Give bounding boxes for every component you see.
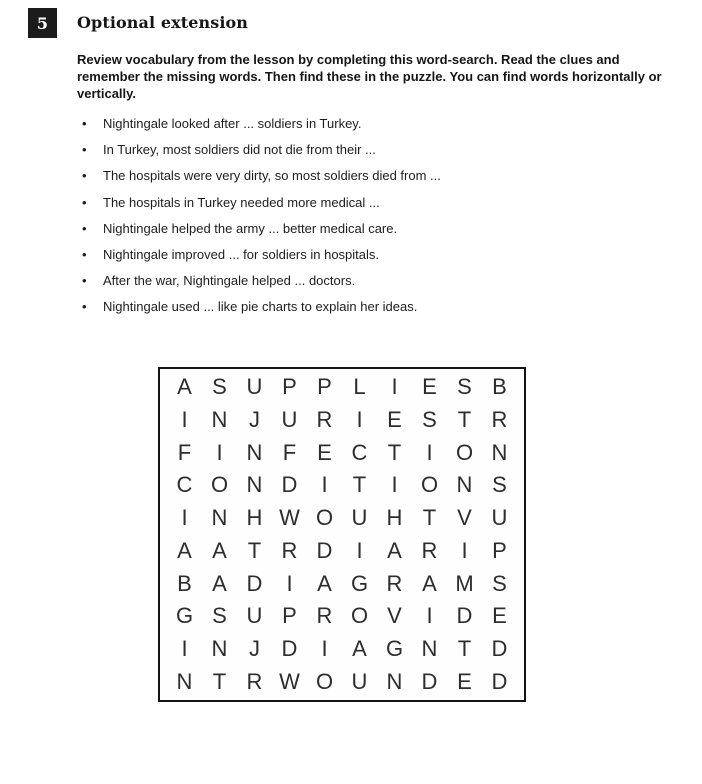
grid-cell: N xyxy=(211,505,228,531)
grid-cell: A xyxy=(387,537,402,563)
bullet-marker: • xyxy=(82,246,87,262)
grid-cell: A xyxy=(212,570,227,596)
grid-cell: R xyxy=(246,668,263,694)
grid-cell: U xyxy=(351,505,368,531)
wordsearch-row xyxy=(167,371,517,404)
grid-cell: D xyxy=(246,570,263,596)
grid-cell: S xyxy=(212,374,227,400)
grid-cell: G xyxy=(385,635,404,661)
grid-cell: I xyxy=(181,635,188,661)
grid-cell: H xyxy=(246,505,263,531)
grid-cell: R xyxy=(316,407,333,433)
grid-cell: D xyxy=(456,603,473,629)
grid-cell: T xyxy=(457,407,472,433)
grid-cell: N xyxy=(211,407,228,433)
grid-cell: E xyxy=(317,439,332,465)
clue-item xyxy=(82,247,441,273)
grid-cell: N xyxy=(246,439,263,465)
grid-cell: J xyxy=(249,635,260,661)
grid-cell: D xyxy=(491,668,508,694)
grid-cell: V xyxy=(387,603,402,629)
clue-item xyxy=(82,273,441,299)
wordsearch-row xyxy=(167,600,517,633)
clue-item xyxy=(82,195,441,221)
grid-cell: I xyxy=(181,505,188,531)
grid-cell: G xyxy=(350,570,369,596)
grid-cell: V xyxy=(457,505,472,531)
clue-item xyxy=(82,299,441,325)
clue-text: Nightingale improved ... for soldiers in hospitals. xyxy=(103,246,380,262)
grid-cell: S xyxy=(457,374,472,400)
instructions-text: Review vocabulary from the lesson by completing this word-search. Read the clues and remember the missing words. Then find these in the puzzle. You can find words horizontally or vertically. xyxy=(77,52,662,101)
grid-cell: L xyxy=(353,374,366,400)
grid-cell: I xyxy=(216,439,223,465)
grid-cell: C xyxy=(351,439,368,465)
grid-cell: E xyxy=(492,603,507,629)
grid-cell: I xyxy=(426,439,433,465)
grid-cell: T xyxy=(457,635,472,661)
wordsearch-row xyxy=(167,633,517,666)
grid-cell: I xyxy=(321,635,328,661)
grid-cell: D xyxy=(281,635,298,661)
grid-cell: N xyxy=(456,472,473,498)
grid-cell: F xyxy=(177,439,192,465)
grid-cell: I xyxy=(321,472,328,498)
grid-cell: E xyxy=(387,407,402,433)
grid-cell: R xyxy=(281,537,298,563)
grid-cell: I xyxy=(426,603,433,629)
grid-cell: U xyxy=(491,505,508,531)
grid-cell: O xyxy=(420,472,439,498)
grid-cell: I xyxy=(391,374,398,400)
wordsearch-row xyxy=(167,567,517,600)
grid-cell: N xyxy=(421,635,438,661)
grid-cell: T xyxy=(212,668,227,694)
wordsearch-row xyxy=(167,502,517,535)
clue-item xyxy=(82,116,441,142)
grid-cell: N xyxy=(211,635,228,661)
grid-cell: T xyxy=(422,505,437,531)
grid-cell: N xyxy=(246,472,263,498)
grid-cell: E xyxy=(457,668,472,694)
bullet-marker: • xyxy=(82,142,87,158)
grid-cell: B xyxy=(492,374,507,400)
grid-cell: A xyxy=(422,570,437,596)
grid-cell: O xyxy=(315,505,334,531)
bullet-marker: • xyxy=(82,273,87,289)
grid-cell: I xyxy=(461,537,468,563)
wordsearch-row xyxy=(167,469,517,502)
clue-item xyxy=(82,168,441,194)
grid-cell: P xyxy=(492,537,507,563)
clue-text: The hospitals were very dirty, so most soldiers died from ... xyxy=(103,168,441,184)
grid-cell: N xyxy=(491,439,508,465)
grid-cell: I xyxy=(391,472,398,498)
grid-cell: A xyxy=(317,570,332,596)
wordsearch-grid xyxy=(158,367,526,702)
grid-cell: I xyxy=(181,407,188,433)
grid-cell: N xyxy=(176,668,193,694)
grid-cell: D xyxy=(281,472,298,498)
clue-text: Nightingale helped the army ... better medical care. xyxy=(103,220,398,236)
grid-cell: R xyxy=(491,407,508,433)
grid-cell: U xyxy=(351,668,368,694)
grid-cell: C xyxy=(176,472,193,498)
grid-cell: O xyxy=(315,668,334,694)
grid-cell: W xyxy=(279,668,300,694)
clue-text: Nightingale used ... like pie charts to explain her ideas. xyxy=(103,299,418,315)
grid-cell: S xyxy=(492,472,507,498)
bullet-marker: • xyxy=(82,220,87,236)
clue-text: The hospitals in Turkey needed more medical ... xyxy=(103,194,380,210)
clue-text: After the war, Nightingale helped ... doctors. xyxy=(103,273,356,289)
grid-cell: R xyxy=(386,570,403,596)
grid-cell: I xyxy=(356,537,363,563)
grid-cell: U xyxy=(246,374,263,400)
grid-cell: R xyxy=(421,537,438,563)
grid-cell: H xyxy=(386,505,403,531)
grid-cell: D xyxy=(491,635,508,661)
grid-cell: I xyxy=(356,407,363,433)
grid-cell: A xyxy=(352,635,367,661)
clue-text: In Turkey, most soldiers did not die from their ... xyxy=(103,142,376,158)
grid-cell: T xyxy=(247,537,262,563)
grid-cell: U xyxy=(246,603,263,629)
grid-cell: O xyxy=(455,439,474,465)
bullet-marker: • xyxy=(82,194,87,210)
wordsearch-row xyxy=(167,404,517,437)
grid-cell: M xyxy=(455,570,474,596)
grid-cell: J xyxy=(249,407,260,433)
wordsearch-row xyxy=(167,535,517,568)
clue-list xyxy=(82,116,441,326)
grid-cell: O xyxy=(210,472,229,498)
grid-cell: G xyxy=(175,603,194,629)
grid-cell: I xyxy=(286,570,293,596)
grid-cell: U xyxy=(281,407,298,433)
grid-cell: S xyxy=(422,407,437,433)
grid-cell: P xyxy=(317,374,332,400)
wordsearch-row xyxy=(167,436,517,469)
grid-cell: P xyxy=(282,374,297,400)
grid-cell: W xyxy=(279,505,300,531)
clue-item xyxy=(82,221,441,247)
grid-cell: S xyxy=(492,570,507,596)
grid-cell: N xyxy=(386,668,403,694)
grid-cell: A xyxy=(177,374,192,400)
section-number-badge: 5 xyxy=(28,8,57,38)
grid-cell: A xyxy=(177,537,192,563)
grid-cell: A xyxy=(212,537,227,563)
grid-cell: T xyxy=(387,439,402,465)
grid-cell: R xyxy=(316,603,333,629)
grid-cell: F xyxy=(282,439,297,465)
bullet-marker: • xyxy=(82,299,87,315)
grid-cell: O xyxy=(350,603,369,629)
wordsearch-row xyxy=(167,665,517,698)
grid-cell: P xyxy=(282,603,297,629)
bullet-marker: • xyxy=(82,116,87,131)
grid-cell: B xyxy=(177,570,192,596)
section-title: Optional extension xyxy=(77,13,249,32)
grid-cell: E xyxy=(422,374,437,400)
bullet-marker: • xyxy=(82,168,87,184)
clue-text: Nightingale looked after ... soldiers in Turkey. xyxy=(103,116,362,131)
grid-cell: D xyxy=(421,668,438,694)
grid-cell: S xyxy=(212,603,227,629)
clue-item xyxy=(82,142,441,168)
grid-cell: D xyxy=(316,537,333,563)
grid-cell: T xyxy=(352,472,367,498)
